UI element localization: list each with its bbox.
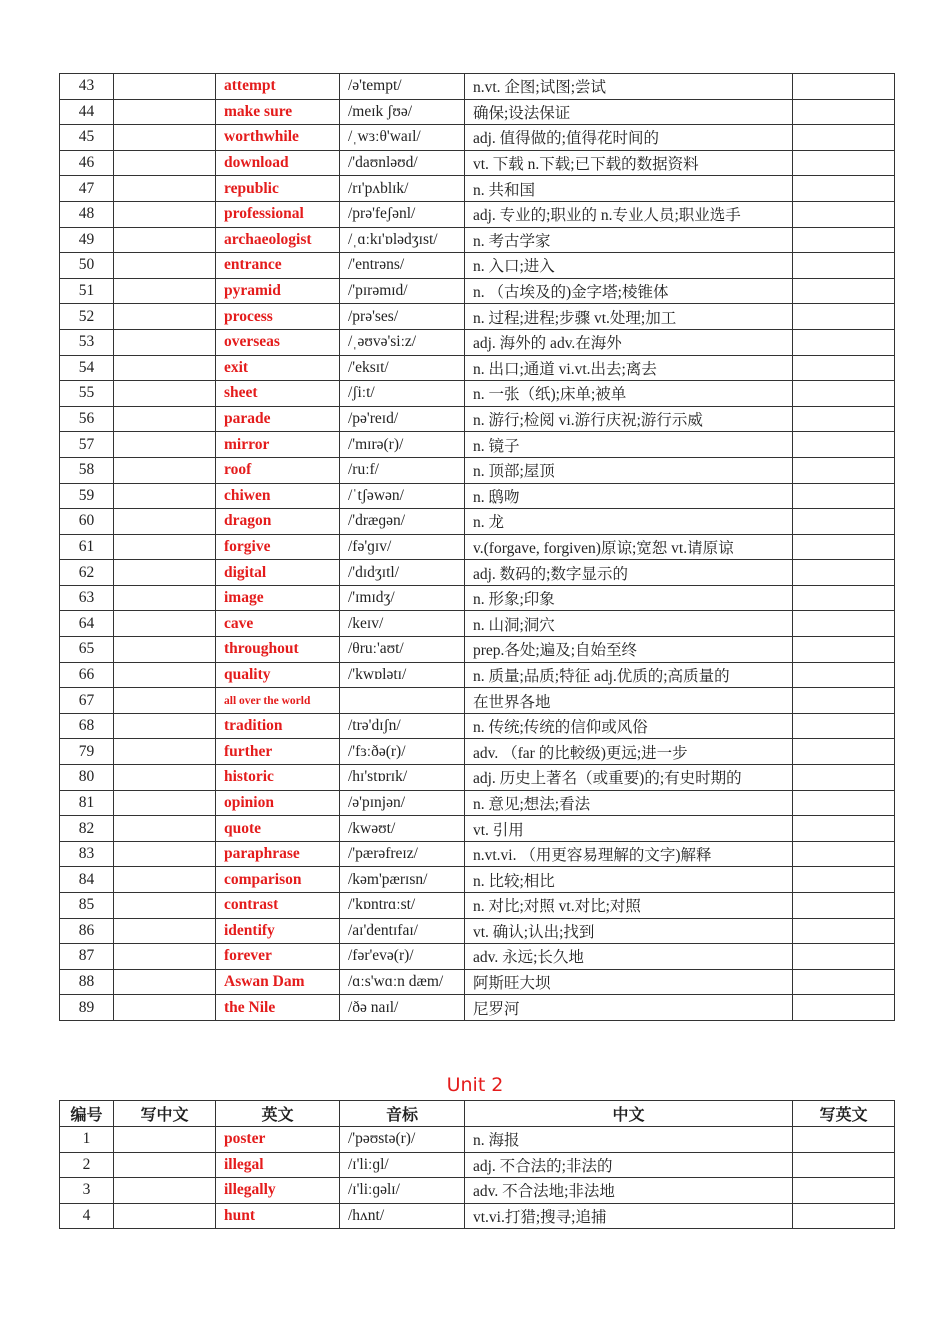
table-row [60,841,895,867]
phonetic: /'mɪrə(r)/ [340,432,465,458]
write-chinese-cell[interactable] [114,662,216,688]
row-number: 88 [60,969,114,995]
row-number: 64 [60,611,114,637]
table-row [60,995,895,1021]
phonetic: /aɪ'dentɪfaɪ/ [340,918,465,944]
chinese-meaning: n. 考古学家 [465,227,793,253]
chinese-meaning: n. 传统;传统的信仰或风俗 [465,713,793,739]
table-row [60,637,895,663]
header-chinese: 中文 [465,1101,793,1127]
english-word: make sure [216,99,340,125]
phonetic: /fə'ɡɪv/ [340,534,465,560]
write-chinese-cell[interactable] [114,483,216,509]
table-row [60,227,895,253]
row-number: 84 [60,867,114,893]
write-english-cell[interactable] [793,662,895,688]
english-word: comparison [216,867,340,893]
write-english-cell[interactable] [793,790,895,816]
write-english-cell[interactable] [793,74,895,100]
write-english-cell[interactable] [793,944,895,970]
phonetic: /'pærəfreɪz/ [340,841,465,867]
phonetic: /'dræɡən/ [340,509,465,535]
write-english-cell[interactable] [793,509,895,535]
phonetic: /'kwɒlətɪ/ [340,662,465,688]
write-chinese-cell[interactable] [114,176,216,202]
table-row [60,125,895,151]
write-english-cell[interactable] [793,918,895,944]
write-chinese-cell[interactable] [114,457,216,483]
row-number: 52 [60,304,114,330]
chinese-meaning: 尼罗河 [465,995,793,1021]
row-number: 65 [60,637,114,663]
write-chinese-cell[interactable] [114,304,216,330]
phonetic: /keɪv/ [340,611,465,637]
english-word: entrance [216,253,340,279]
table-row [60,944,895,970]
table-row [60,278,895,304]
chinese-meaning: vt. 确认;认出;找到 [465,918,793,944]
write-chinese-cell[interactable] [114,1203,216,1229]
chinese-meaning: adj. 数码的;数字显示的 [465,560,793,586]
row-number: 48 [60,201,114,227]
write-chinese-cell[interactable] [114,1127,216,1153]
chinese-meaning: n. 龙 [465,509,793,535]
header-english: 英文 [216,1101,340,1127]
chinese-meaning: n. 一张（纸);床单;被单 [465,381,793,407]
english-word: illegally [216,1178,340,1204]
chinese-meaning: n. 顶部;屋顶 [465,457,793,483]
phonetic: /kwəʊt/ [340,816,465,842]
header-write-chinese: 写中文 [114,1101,216,1127]
chinese-meaning: adj. 海外的 adv.在海外 [465,329,793,355]
table-row [60,893,895,919]
english-word: digital [216,560,340,586]
phonetic: /ˈtʃəwən/ [340,483,465,509]
write-english-cell[interactable] [793,176,895,202]
write-chinese-cell[interactable] [114,867,216,893]
row-number: 68 [60,713,114,739]
row-number: 3 [60,1178,114,1204]
write-chinese-cell[interactable] [114,893,216,919]
write-english-cell[interactable] [793,381,895,407]
write-english-cell[interactable] [793,867,895,893]
table-row [60,662,895,688]
english-word: overseas [216,329,340,355]
table-row [60,1127,895,1153]
write-chinese-cell[interactable] [114,739,216,765]
phonetic: /ɪ'liːɡl/ [340,1152,465,1178]
phonetic: /'pɪrəmɪd/ [340,278,465,304]
english-word: attempt [216,74,340,100]
write-chinese-cell[interactable] [114,534,216,560]
write-english-cell[interactable] [793,585,895,611]
row-number: 59 [60,483,114,509]
write-english-cell[interactable] [793,560,895,586]
write-chinese-cell[interactable] [114,969,216,995]
english-word: further [216,739,340,765]
chinese-meaning: adv. 不合法地;非法地 [465,1178,793,1204]
chinese-meaning: 确保;设法保证 [465,99,793,125]
header-number: 编号 [60,1101,114,1127]
chinese-meaning: n. 共和国 [465,176,793,202]
row-number: 81 [60,790,114,816]
phonetic: /ɑːs'wɑːn dæm/ [340,969,465,995]
table-row [60,1203,895,1229]
write-chinese-cell[interactable] [114,201,216,227]
chinese-meaning: n. 海报 [465,1127,793,1153]
header-phonetic: 音标 [340,1101,465,1127]
row-number: 4 [60,1203,114,1229]
write-english-cell[interactable] [793,1127,895,1153]
table-row [60,483,895,509]
write-chinese-cell[interactable] [114,637,216,663]
write-english-cell[interactable] [793,688,895,714]
write-chinese-cell[interactable] [114,1152,216,1178]
english-word: archaeologist [216,227,340,253]
write-english-cell[interactable] [793,125,895,151]
english-word: chiwen [216,483,340,509]
write-chinese-cell[interactable] [114,227,216,253]
write-chinese-cell[interactable] [114,150,216,176]
write-english-cell[interactable] [793,713,895,739]
write-english-cell[interactable] [793,201,895,227]
write-english-cell[interactable] [793,329,895,355]
english-word: identify [216,918,340,944]
chinese-meaning: n. 入口;进入 [465,253,793,279]
english-word: parade [216,406,340,432]
chinese-meaning: adv. （far 的比較级)更远;进一步 [465,739,793,765]
english-word: professional [216,201,340,227]
chinese-meaning: n. 比较;相比 [465,867,793,893]
row-number: 55 [60,381,114,407]
chinese-meaning: prep.各处;遍及;自始至终 [465,637,793,663]
table-row [60,150,895,176]
chinese-meaning: n.vt.vi. （用更容易理解的文字)解释 [465,841,793,867]
phonetic: /ðə naɪl/ [340,995,465,1021]
chinese-meaning: n. 山洞;洞穴 [465,611,793,637]
table-row [60,355,895,381]
write-english-cell[interactable] [793,457,895,483]
row-number: 51 [60,278,114,304]
write-english-cell[interactable] [793,1203,895,1229]
phonetic: /ə'pɪnjən/ [340,790,465,816]
phonetic: /ˌəʊvə'siːz/ [340,329,465,355]
chinese-meaning: n. 形象;印象 [465,585,793,611]
phonetic: /'pəʊstə(r)/ [340,1127,465,1153]
table-header-row [60,1101,895,1127]
table-row [60,790,895,816]
phonetic: /'eksɪt/ [340,355,465,381]
english-word: process [216,304,340,330]
english-word: download [216,150,340,176]
english-word: cave [216,611,340,637]
table-row [60,201,895,227]
chinese-meaning: vt. 下载 n.下载;已下载的数据资料 [465,150,793,176]
english-word: tradition [216,713,340,739]
row-number: 45 [60,125,114,151]
row-number: 66 [60,662,114,688]
row-number: 50 [60,253,114,279]
chinese-meaning: n. 镜子 [465,432,793,458]
table-row [60,688,895,714]
table-row [60,329,895,355]
english-word: worthwhile [216,125,340,151]
phonetic: /meɪk ʃʊə/ [340,99,465,125]
write-chinese-cell[interactable] [114,611,216,637]
english-word: republic [216,176,340,202]
phonetic: /'ɪmɪdʒ/ [340,585,465,611]
write-english-cell[interactable] [793,227,895,253]
write-english-cell[interactable] [793,1178,895,1204]
english-word: dragon [216,509,340,535]
write-english-cell[interactable] [793,150,895,176]
chinese-meaning: adv. 永远;长久地 [465,944,793,970]
english-word: image [216,585,340,611]
phonetic: /rɪ'pʌblɪk/ [340,176,465,202]
write-english-cell[interactable] [793,816,895,842]
write-english-cell[interactable] [793,739,895,765]
english-word: contrast [216,893,340,919]
write-chinese-cell[interactable] [114,688,216,714]
write-english-cell[interactable] [793,841,895,867]
vocab-table-unit1 [59,73,895,1021]
write-chinese-cell[interactable] [114,74,216,100]
phonetic: /'fɜːðə(r)/ [340,739,465,765]
chinese-meaning: n. 质量;品质;特征 adj.优质的;高质量的 [465,662,793,688]
table-row [60,99,895,125]
table-row [60,457,895,483]
row-number: 58 [60,457,114,483]
row-number: 47 [60,176,114,202]
english-word: sheet [216,381,340,407]
write-chinese-cell[interactable] [114,329,216,355]
write-english-cell[interactable] [793,1152,895,1178]
table-row [60,816,895,842]
phonetic [340,688,465,714]
phonetic: /'dɪdʒɪtl/ [340,560,465,586]
row-number: 61 [60,534,114,560]
row-number: 56 [60,406,114,432]
row-number: 63 [60,585,114,611]
table-row [60,867,895,893]
table-row [60,534,895,560]
write-chinese-cell[interactable] [114,560,216,586]
phonetic: /trə'dɪʃn/ [340,713,465,739]
write-chinese-cell[interactable] [114,125,216,151]
phonetic: /hɪ'stɒrɪk/ [340,765,465,791]
write-english-cell[interactable] [793,637,895,663]
row-number: 82 [60,816,114,842]
row-number: 67 [60,688,114,714]
write-chinese-cell[interactable] [114,995,216,1021]
row-number: 80 [60,765,114,791]
write-chinese-cell[interactable] [114,585,216,611]
write-chinese-cell[interactable] [114,432,216,458]
write-chinese-cell[interactable] [114,509,216,535]
table-row [60,918,895,944]
table-row [60,432,895,458]
row-number: 53 [60,329,114,355]
english-word: historic [216,765,340,791]
chinese-meaning: n. 游行;检阅 vi.游行庆祝;游行示威 [465,406,793,432]
phonetic: /ruːf/ [340,457,465,483]
chinese-meaning: 阿斯旺大坝 [465,969,793,995]
table-row [60,304,895,330]
write-chinese-cell[interactable] [114,918,216,944]
write-english-cell[interactable] [793,355,895,381]
write-english-cell[interactable] [793,278,895,304]
chinese-meaning: vt.vi.打猎;搜寻;追捕 [465,1203,793,1229]
row-number: 60 [60,509,114,535]
row-number: 49 [60,227,114,253]
row-number: 83 [60,841,114,867]
english-word: pyramid [216,278,340,304]
write-chinese-cell[interactable] [114,253,216,279]
write-english-cell[interactable] [793,304,895,330]
table-row [60,713,895,739]
chinese-meaning: v.(forgave, forgiven)原谅;宽恕 vt.请原谅 [465,534,793,560]
table-row [60,739,895,765]
table-row [60,253,895,279]
english-word: mirror [216,432,340,458]
phonetic: /'daʊnləʊd/ [340,150,465,176]
table-row [60,765,895,791]
chinese-meaning: n.vt. 企图;试图;尝试 [465,74,793,100]
english-word: throughout [216,637,340,663]
phonetic: /prə'ses/ [340,304,465,330]
row-number: 79 [60,739,114,765]
english-word: the Nile [216,995,340,1021]
write-english-cell[interactable] [793,969,895,995]
chinese-meaning: adj. 专业的;职业的 n.专业人员;职业选手 [465,201,793,227]
write-chinese-cell[interactable] [114,944,216,970]
chinese-meaning: adj. 历史上著名（或重要)的;有史时期的 [465,765,793,791]
write-chinese-cell[interactable] [114,713,216,739]
write-english-cell[interactable] [793,765,895,791]
write-english-cell[interactable] [793,253,895,279]
write-english-cell[interactable] [793,483,895,509]
english-word: all over the world [216,688,340,714]
write-english-cell[interactable] [793,893,895,919]
row-number: 62 [60,560,114,586]
chinese-meaning: adj. 值得做的;值得花时间的 [465,125,793,151]
row-number: 1 [60,1127,114,1153]
write-chinese-cell[interactable] [114,381,216,407]
row-number: 85 [60,893,114,919]
chinese-meaning: n. 出口;通道 vi.vt.出去;离去 [465,355,793,381]
write-english-cell[interactable] [793,99,895,125]
english-word: hunt [216,1203,340,1229]
phonetic: /prə'feʃənl/ [340,201,465,227]
phonetic: /ɪ'liːɡəlɪ/ [340,1178,465,1204]
write-english-cell[interactable] [793,611,895,637]
english-word: illegal [216,1152,340,1178]
english-word: forever [216,944,340,970]
row-number: 44 [60,99,114,125]
header-write-english: 写英文 [793,1101,895,1127]
phonetic: /ə'tempt/ [340,74,465,100]
english-word: Aswan Dam [216,969,340,995]
chinese-meaning: n. 过程;进程;步骤 vt.处理;加工 [465,304,793,330]
vocab-table-unit2 [59,1100,895,1229]
phonetic: /'kɒntrɑːst/ [340,893,465,919]
chinese-meaning: n. 意见;想法;看法 [465,790,793,816]
row-number: 2 [60,1152,114,1178]
table-row [60,1178,895,1204]
chinese-meaning: n. 对比;对照 vt.对比;对照 [465,893,793,919]
chinese-meaning: vt. 引用 [465,816,793,842]
write-chinese-cell[interactable] [114,1178,216,1204]
chinese-meaning: n. （古埃及的)金字塔;棱锥体 [465,278,793,304]
chinese-meaning: adj. 不合法的;非法的 [465,1152,793,1178]
write-chinese-cell[interactable] [114,355,216,381]
write-chinese-cell[interactable] [114,841,216,867]
write-english-cell[interactable] [793,406,895,432]
phonetic: /ˌɑːkɪ'ɒlədʒɪst/ [340,227,465,253]
table-row [60,176,895,202]
table-row [60,406,895,432]
write-chinese-cell[interactable] [114,406,216,432]
phonetic: /fər'evə(r)/ [340,944,465,970]
write-english-cell[interactable] [793,995,895,1021]
phonetic: /ˌwɜːθ'waɪl/ [340,125,465,151]
phonetic: /hʌnt/ [340,1203,465,1229]
table-row [60,969,895,995]
english-word: opinion [216,790,340,816]
write-english-cell[interactable] [793,432,895,458]
write-english-cell[interactable] [793,534,895,560]
row-number: 89 [60,995,114,1021]
english-word: quality [216,662,340,688]
write-chinese-cell[interactable] [114,790,216,816]
row-number: 54 [60,355,114,381]
unit-title: Unit 2 [446,1074,504,1096]
table-row [60,1152,895,1178]
row-number: 87 [60,944,114,970]
phonetic: /θruː'aʊt/ [340,637,465,663]
phonetic: /pə'reɪd/ [340,406,465,432]
phonetic: /ʃiːt/ [340,381,465,407]
write-chinese-cell[interactable] [114,765,216,791]
english-word: poster [216,1127,340,1153]
write-chinese-cell[interactable] [114,99,216,125]
phonetic: /'entrəns/ [340,253,465,279]
table-row [60,509,895,535]
write-chinese-cell[interactable] [114,278,216,304]
table-row [60,611,895,637]
row-number: 43 [60,74,114,100]
row-number: 46 [60,150,114,176]
table-row [60,560,895,586]
row-number: 86 [60,918,114,944]
english-word: paraphrase [216,841,340,867]
english-word: forgive [216,534,340,560]
chinese-meaning: n. 鸱吻 [465,483,793,509]
table-row [60,74,895,100]
english-word: roof [216,457,340,483]
chinese-meaning: 在世界各地 [465,688,793,714]
phonetic: /kəm'pærɪsn/ [340,867,465,893]
write-chinese-cell[interactable] [114,816,216,842]
table-row [60,585,895,611]
english-word: quote [216,816,340,842]
row-number: 57 [60,432,114,458]
english-word: exit [216,355,340,381]
table-row [60,381,895,407]
